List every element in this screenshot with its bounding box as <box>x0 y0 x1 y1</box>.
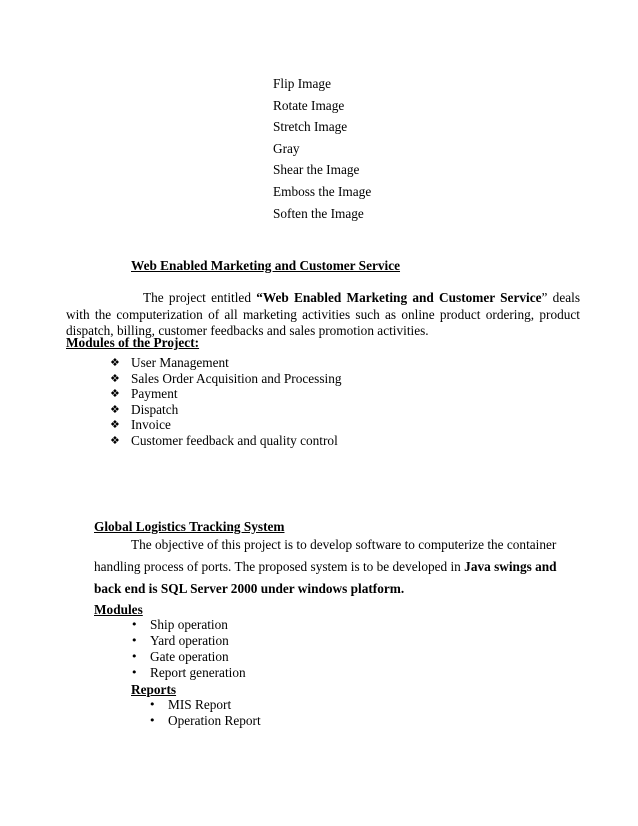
list-item-label: Yard operation <box>150 633 229 648</box>
list-item-label: User Management <box>131 355 229 370</box>
logistics-modules-list <box>131 617 246 681</box>
paragraph-line <box>94 559 557 575</box>
modules-heading: Modules of the Project: <box>66 335 200 350</box>
diamond-bullet-icon: ❖ <box>110 371 120 385</box>
paragraph-text: handling process of ports. The proposed system is to be developed in <box>94 559 465 574</box>
list-item-label: MIS Report <box>168 697 232 712</box>
list-item <box>110 433 342 449</box>
reports-list <box>149 697 261 729</box>
list-item-label: Invoice <box>131 417 171 433</box>
diamond-bullet-icon: ❖ <box>110 433 120 447</box>
modules-list <box>110 355 342 449</box>
list-item <box>110 386 342 402</box>
bullet-icon: • <box>131 618 138 631</box>
list-item: Emboss the Image <box>273 183 372 199</box>
paragraph-text: The project entitled <box>143 290 257 305</box>
bullet-icon: • <box>131 634 138 647</box>
list-item-label: Sales Order Acquisition and Processing <box>131 370 342 386</box>
section-heading-logistics: Global Logistics Tracking System <box>94 519 285 534</box>
list-item <box>110 417 342 433</box>
list-item-label: Dispatch <box>131 401 179 417</box>
list-item <box>131 633 246 649</box>
diamond-bullet-icon: ❖ <box>110 387 120 401</box>
list-item: Shear the Image <box>273 162 360 178</box>
list-item: Stretch Image <box>273 119 348 135</box>
quote-open: “ <box>256 290 263 305</box>
diamond-bullet-icon: ❖ <box>110 418 120 432</box>
list-item <box>110 371 342 387</box>
list-item <box>131 665 246 681</box>
modules-heading: Modules <box>94 602 143 617</box>
list-item-label: Customer feedback and quality control <box>131 432 338 448</box>
diamond-bullet-icon: ❖ <box>110 356 120 369</box>
reports-heading: Reports <box>131 682 177 697</box>
project-title: Web Enabled Marketing and Customer Service <box>262 290 542 305</box>
section-paragraph-web-marketing <box>66 290 580 340</box>
bullet-icon: • <box>149 714 156 727</box>
list-item <box>149 697 261 713</box>
list-item-label: Payment <box>131 386 178 402</box>
paragraph-text: deals with the computerization of all marketing activities such as online product ordering, product dispatch, billing, customer feedbacks and sales promotion activities. <box>66 290 580 338</box>
list-item: Flip Image <box>273 76 331 91</box>
list-item <box>131 649 246 665</box>
list-item-label: Operation Report <box>168 713 261 728</box>
list-item <box>131 617 246 633</box>
list-item-label: Report generation <box>150 665 246 680</box>
bullet-icon: • <box>149 698 156 711</box>
list-item: Soften the Image <box>273 205 364 221</box>
diamond-bullet-icon: ❖ <box>110 402 120 416</box>
image-operations-list <box>273 75 371 226</box>
paragraph-line: back end is SQL Server 2000 under windows platform. <box>94 581 405 596</box>
list-item <box>110 402 342 418</box>
list-item-label: Gate operation <box>150 649 229 664</box>
quote-close: ” <box>541 290 548 305</box>
bullet-icon: • <box>131 666 138 679</box>
bullet-icon: • <box>131 650 138 663</box>
section-heading-web-marketing: Web Enabled Marketing and Customer Service <box>131 258 401 273</box>
list-item <box>149 713 261 729</box>
paragraph-bold-text: Java swings and <box>464 559 557 574</box>
list-item: Gray <box>273 140 300 156</box>
list-item-label: Ship operation <box>150 617 228 632</box>
list-item <box>110 355 342 371</box>
list-item: Rotate Image <box>273 97 345 113</box>
paragraph-line: The objective of this project is to develop software to computerize the container <box>131 537 557 552</box>
